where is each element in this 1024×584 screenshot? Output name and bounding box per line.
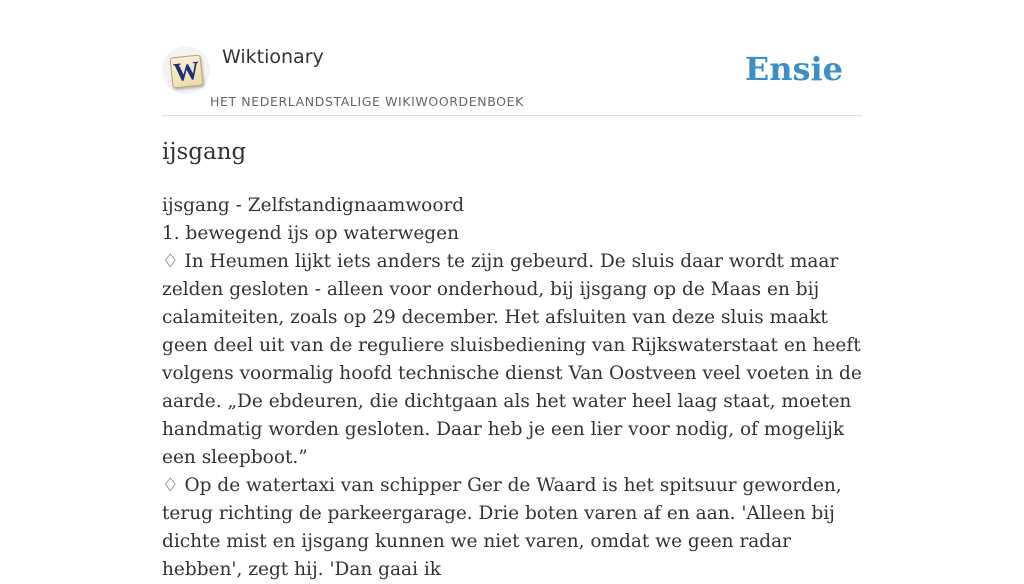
wiktionary-tile-icon: [169, 54, 203, 88]
definition: 1. bewegend ijs op waterwegen: [162, 223, 460, 244]
logo-letter: W: [172, 55, 201, 88]
site-name[interactable]: Wiktionary: [222, 46, 324, 68]
entry-title: ijsgang: [162, 139, 247, 165]
header-divider: [162, 115, 862, 116]
ensie-logo-link[interactable]: Ensie: [744, 50, 843, 88]
example-sentence: ♢ Op de watertaxi van schipper Ger de Waard is het spitsuur geworden, terug richting de parkeergarage. Drie boten varen af en aan. 'Alleen bij dichte mist en ijsgang kunnen we niet varen, omdat we geen radar hebben', zegt hij. 'Dan gaai ik: [162, 475, 842, 580]
part-of-speech: ijsgang - Zelfstandignaamwoord: [162, 195, 465, 216]
entry-content: [162, 192, 864, 584]
example-sentence: ♢ In Heumen lijkt iets anders te zijn gebeurd. De sluis daar wordt maar zelden gesloten - alleen voor onderhoud, bij ijsgang op de Maas en bij calamiteiten, zoals op 29 december. Het afsluiten van deze sluis maakt geen deel uit van de reguliere sluisbediening van Rijkswaterstaat en heeft volgens voormalig hoofd technische dienst Van Oostveen veel voeten in de aarde. „De ebdeuren, die dichtgaan als het water heel laag staat, moeten handmatig worden gesloten. Daar heb je een lier voor nodig, of mogelijk een sleepboot.”: [162, 251, 862, 468]
wiktionary-logo[interactable]: [162, 46, 210, 94]
site-tagline: HET NEDERLANDSTALIGE WIKIWOORDENBOEK: [210, 94, 524, 109]
site-header: [162, 44, 862, 116]
